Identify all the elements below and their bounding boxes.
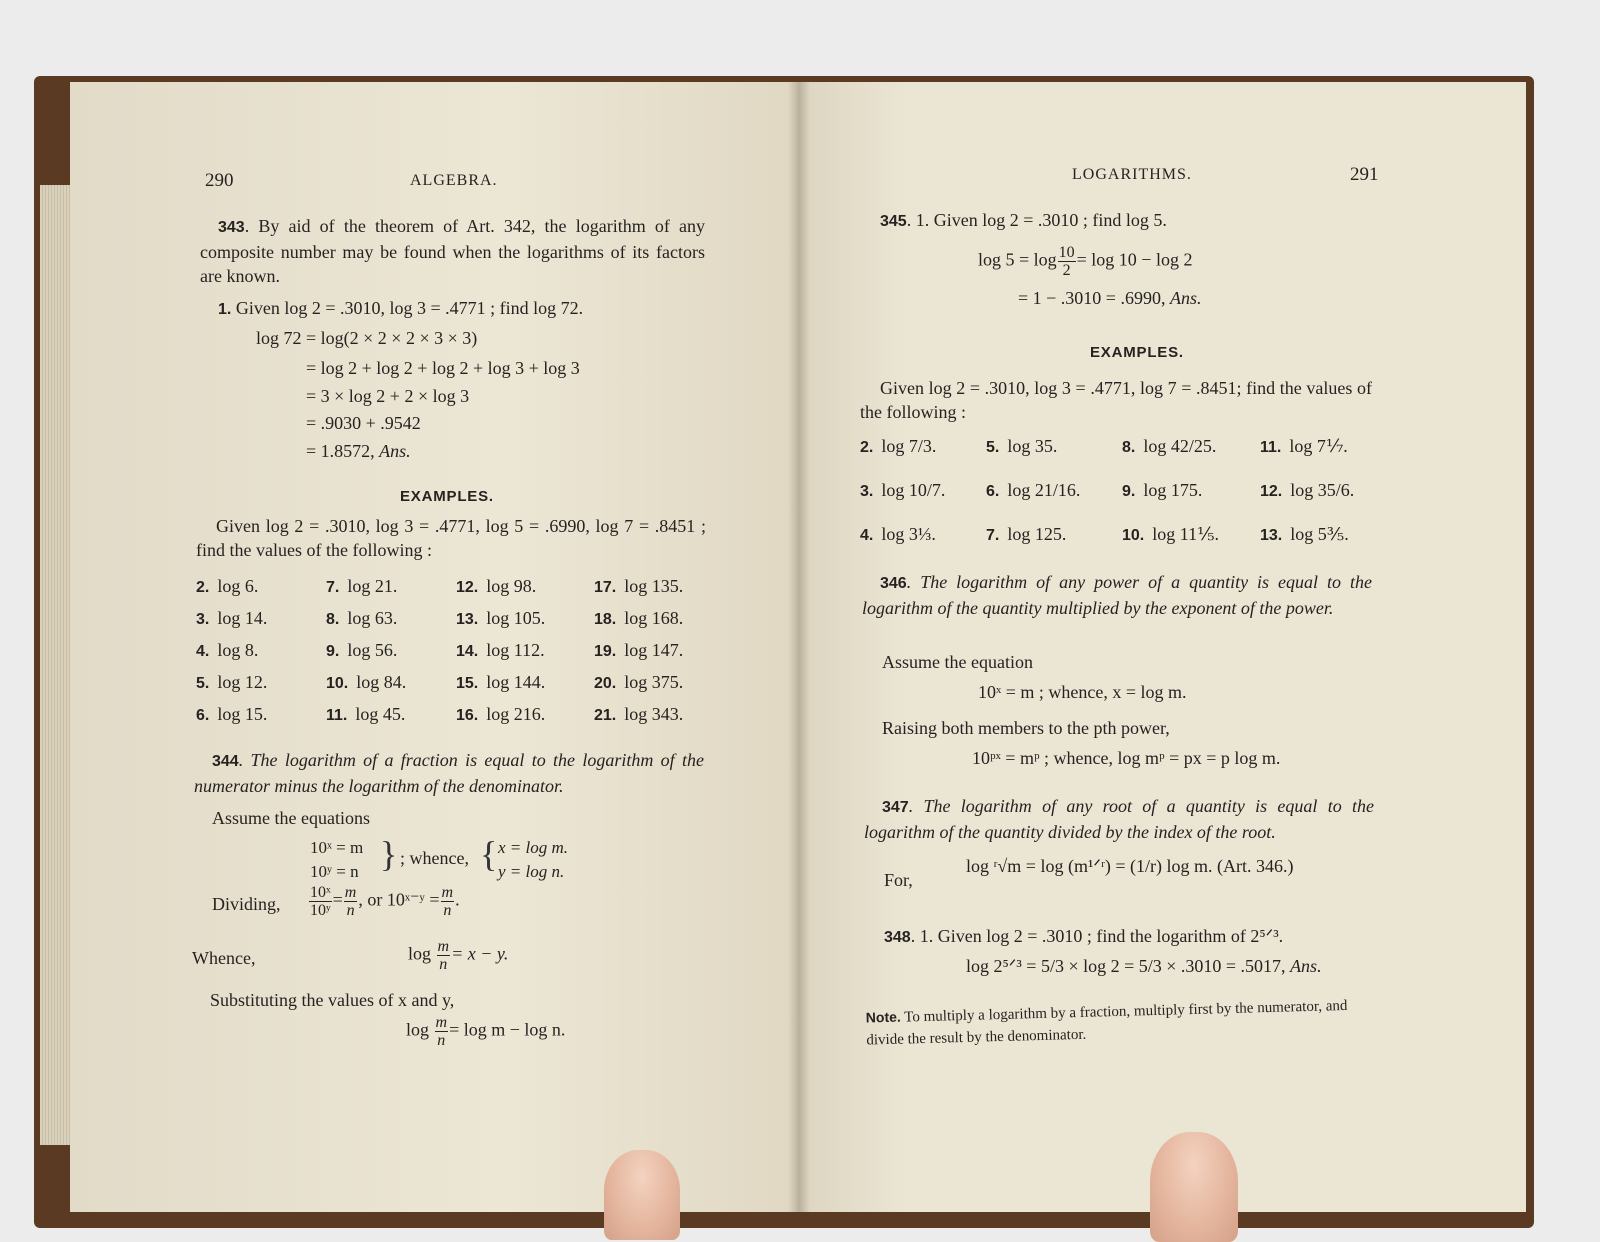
exercise-number: 18.: [594, 611, 617, 628]
exercise-number: 8.: [1122, 439, 1136, 456]
exercise-expression: log 147.: [624, 640, 684, 660]
exercise-expression: log 135.: [624, 576, 684, 596]
exercise-expression: log 56.: [347, 640, 398, 660]
exercise-item: [594, 608, 683, 629]
exercise-item: [196, 704, 267, 725]
exercise-number: 14.: [456, 643, 479, 660]
result-pair: x = log m. y = log n.: [498, 838, 569, 881]
examples-heading: EXAMPLES.: [1090, 344, 1184, 361]
page-number-left: 290: [205, 170, 234, 191]
exercise-expression: log 35.: [1007, 436, 1058, 456]
exercise-item: [196, 576, 258, 597]
exercise-number: 7.: [986, 527, 1000, 544]
exercise-item: [594, 672, 683, 693]
exercise-expression: log 125.: [1007, 524, 1067, 544]
right-page: [798, 82, 1526, 1212]
exercise-item: [326, 576, 397, 597]
exercise-number: 21.: [594, 707, 617, 724]
exercise-number: 10.: [1122, 527, 1145, 544]
brace-left: {: [480, 834, 498, 874]
exercise-item: [1260, 436, 1348, 457]
exercise-number: 6.: [986, 483, 1000, 500]
left-thumb: [604, 1150, 680, 1240]
examples-given: Given log 2 = .3010, log 3 = .4771, log 5 = .6990, log 7 = .8451 ; find the values of the following :: [196, 516, 706, 560]
dividing-label: Dividing,: [212, 894, 281, 914]
exercise-number: 9.: [326, 643, 340, 660]
exercise-number: 8.: [326, 611, 340, 628]
exercise-expression: log 63.: [347, 608, 398, 628]
section-346-text: 346. The logarithm of any power of a quantity is equal to the logarithm of the quantity multiplied by the exponent of the power.: [862, 572, 1372, 618]
whence-equation: log $\frac{m}{n}$ = x − y.: [408, 938, 509, 973]
assume-text: Assume the equations: [212, 808, 370, 828]
work-line: log 72 = log(2 × 2 × 2 × 3 × 3): [256, 328, 478, 348]
exercise-expression: log 12.: [217, 672, 268, 692]
exercise-expression: log 84.: [356, 672, 407, 692]
exercise-number: 17.: [594, 579, 617, 596]
equations-pair: 10ˣ = m 10ʸ = n: [310, 838, 364, 881]
exercise-item: [326, 672, 406, 693]
equation: 10ᵖˣ = mᵖ ; whence, log mᵖ = px = p log m.: [972, 748, 1281, 768]
exercise-expression: log 343.: [624, 704, 684, 724]
for-label: For,: [884, 870, 913, 890]
section-number: 343: [218, 219, 245, 236]
exercise-number: 2.: [196, 579, 210, 596]
section-345-example: 345. 1. Given log 2 = .3010 ; find log 5.: [880, 210, 1167, 230]
exercise-expression: log 375.: [624, 672, 684, 692]
section-348-example: 348. 1. Given log 2 = .3010 ; find the logarithm of 2⁵ᐟ³.: [884, 926, 1284, 946]
work-line: log 5 = log $\frac{10}{2}$ = log 10 − log 2: [978, 244, 1193, 279]
exercise-expression: log 35/6.: [1290, 480, 1355, 500]
equation: log 2⁵ᐟ³ = 5/3 × log 2 = 5/3 × .3010 = .5017, Ans.: [966, 956, 1322, 976]
exercise-number: 19.: [594, 643, 617, 660]
exercise-number: 12.: [1260, 483, 1283, 500]
exercise-item: [860, 480, 945, 501]
exercise-item: [456, 704, 545, 725]
exercise-expression: log 21/16.: [1007, 480, 1081, 500]
exercise-item: [986, 436, 1057, 457]
examples-given: Given log 2 = .3010, log 3 = .4771, log 7 = .8451; find the values of the following :: [860, 378, 1372, 422]
exercise-item: [986, 524, 1066, 545]
exercise-expression: log 7/3.: [881, 436, 937, 456]
running-head-left: ALGEBRA.: [410, 172, 498, 189]
exercise-item: [1122, 436, 1216, 457]
work-line: = 1.8572, Ans.: [306, 441, 411, 461]
exercise-expression: log 14.: [217, 608, 268, 628]
exercise-item: [1122, 480, 1202, 501]
section-343-text: 343. By aid of the theorem of Art. 342, the logarithm of any composite number may be found when the logarithms of its factors are known.: [200, 216, 705, 286]
work-line: = 3 × log 2 + 2 × log 3: [306, 386, 470, 406]
exercise-item: [326, 704, 405, 725]
exercise-expression: log 168.: [624, 608, 684, 628]
section-number: 346: [880, 575, 907, 592]
exercise-number: 3.: [860, 483, 874, 500]
exercise-item: [986, 480, 1080, 501]
brace-right: }: [380, 834, 398, 874]
exercise-number: 2.: [860, 439, 874, 456]
exercise-expression: log 112.: [486, 640, 545, 660]
exercise-number: 12.: [456, 579, 479, 596]
exercise-number: 7.: [326, 579, 340, 596]
exercise-item: [1122, 524, 1219, 545]
exercise-item: [456, 640, 545, 661]
exercise-item: [326, 608, 397, 629]
exercise-number: 4.: [196, 643, 210, 660]
exercise-expression: log 21.: [347, 576, 398, 596]
whence-text: ; whence,: [400, 848, 469, 868]
exercise-number: 20.: [594, 675, 617, 692]
exercise-expression: log 45.: [355, 704, 406, 724]
section-347-text: 347. The logarithm of any root of a quantity is equal to the logarithm of the quantity divided by the index of the root.: [864, 796, 1374, 842]
exercise-item: [860, 524, 936, 545]
exercise-number: 3.: [196, 611, 210, 628]
exercise-number: 10.: [326, 675, 349, 692]
exercise-number: 5.: [196, 675, 210, 692]
note: Note. To multiply a logarithm by a fraction, multiply first by the numerator, and divide the result by the denominator.: [865, 997, 1348, 1049]
exercise-number: 5.: [986, 439, 1000, 456]
equation: log ʳ√m = log (m¹ᐟʳ) = (1/r) log m. (Art. 346.): [966, 856, 1294, 876]
exercise-expression: log 144.: [486, 672, 546, 692]
exercise-number: 6.: [196, 707, 210, 724]
exercise-expression: log 216.: [486, 704, 546, 724]
whence-label: Whence,: [192, 948, 256, 968]
exercise-number: 4.: [860, 527, 874, 544]
section-344-text: 344. The logarithm of a fraction is equal to the logarithm of the numerator minus the logarithm of the denominator.: [194, 750, 704, 796]
section-number: 347: [882, 799, 909, 816]
exercise-number: 9.: [1122, 483, 1136, 500]
raising-text: Raising both members to the pth power,: [882, 718, 1170, 738]
exercise-expression: log 11⅕.: [1152, 524, 1220, 544]
exercise-item: [594, 576, 683, 597]
exercise-item: [326, 640, 397, 661]
exercise-item: [196, 672, 267, 693]
exercise-expression: log 42/25.: [1143, 436, 1217, 456]
exercise-item: [594, 704, 683, 725]
exercise-expression: log 105.: [486, 608, 546, 628]
examples-heading: EXAMPLES.: [400, 488, 494, 505]
exercise-expression: log 15.: [217, 704, 268, 724]
exercise-number: 13.: [456, 611, 479, 628]
exercise-number: 16.: [456, 707, 479, 724]
running-head-right: LOGARITHMS.: [1072, 166, 1192, 183]
exercise-expression: log 8.: [217, 640, 259, 660]
page-number-right: 291: [1350, 164, 1379, 185]
exercise-number: 13.: [1260, 527, 1283, 544]
exercise-expression: log 7⅐.: [1289, 436, 1348, 456]
work-line: = .9030 + .9542: [306, 413, 421, 433]
exercise-item: [456, 608, 545, 629]
exercise-expression: log 10/7.: [881, 480, 946, 500]
exercise-item: [594, 640, 683, 661]
section-number: 344: [212, 753, 239, 770]
exercise-item: [456, 576, 536, 597]
dividing-equation: $\frac{\text{10ˣ}}{\text{10ʸ}}$ = $\frac{m}{n}$ , or 10ˣ⁻ʸ = $\frac{m}{n}$ .: [309, 884, 460, 919]
exercise-number: 11.: [1260, 439, 1282, 456]
exercise-number: 11.: [326, 707, 348, 724]
exercise-expression: log 3⅓.: [881, 524, 936, 544]
final-equation: log $\frac{m}{n}$ = log m − log n.: [406, 1014, 566, 1049]
left-page: [70, 82, 798, 1212]
book-gutter: [788, 82, 810, 1212]
work-line: = 1 − .3010 = .6990, Ans.: [1018, 288, 1202, 308]
example-1: 1. Given log 2 = .3010, log 3 = .4771 ; find log 72.: [218, 298, 584, 318]
exercise-expression: log 5⅗.: [1290, 524, 1349, 544]
exercise-item: [1260, 524, 1349, 545]
exercise-item: [456, 672, 545, 693]
exercise-expression: log 6.: [217, 576, 259, 596]
substituting-text: Substituting the values of x and y,: [210, 990, 455, 1010]
exercise-number: 15.: [456, 675, 479, 692]
work-line: = log 2 + log 2 + log 2 + log 3 + log 3: [306, 358, 580, 378]
right-thumb: [1150, 1132, 1238, 1242]
exercise-item: [196, 640, 258, 661]
exercise-item: [1260, 480, 1354, 501]
exercise-expression: log 98.: [486, 576, 537, 596]
exercise-expression: log 175.: [1143, 480, 1203, 500]
assume-text: Assume the equation: [882, 652, 1033, 672]
exercise-item: [196, 608, 267, 629]
exercise-item: [860, 436, 936, 457]
equation: 10ˣ = m ; whence, x = log m.: [978, 682, 1187, 702]
